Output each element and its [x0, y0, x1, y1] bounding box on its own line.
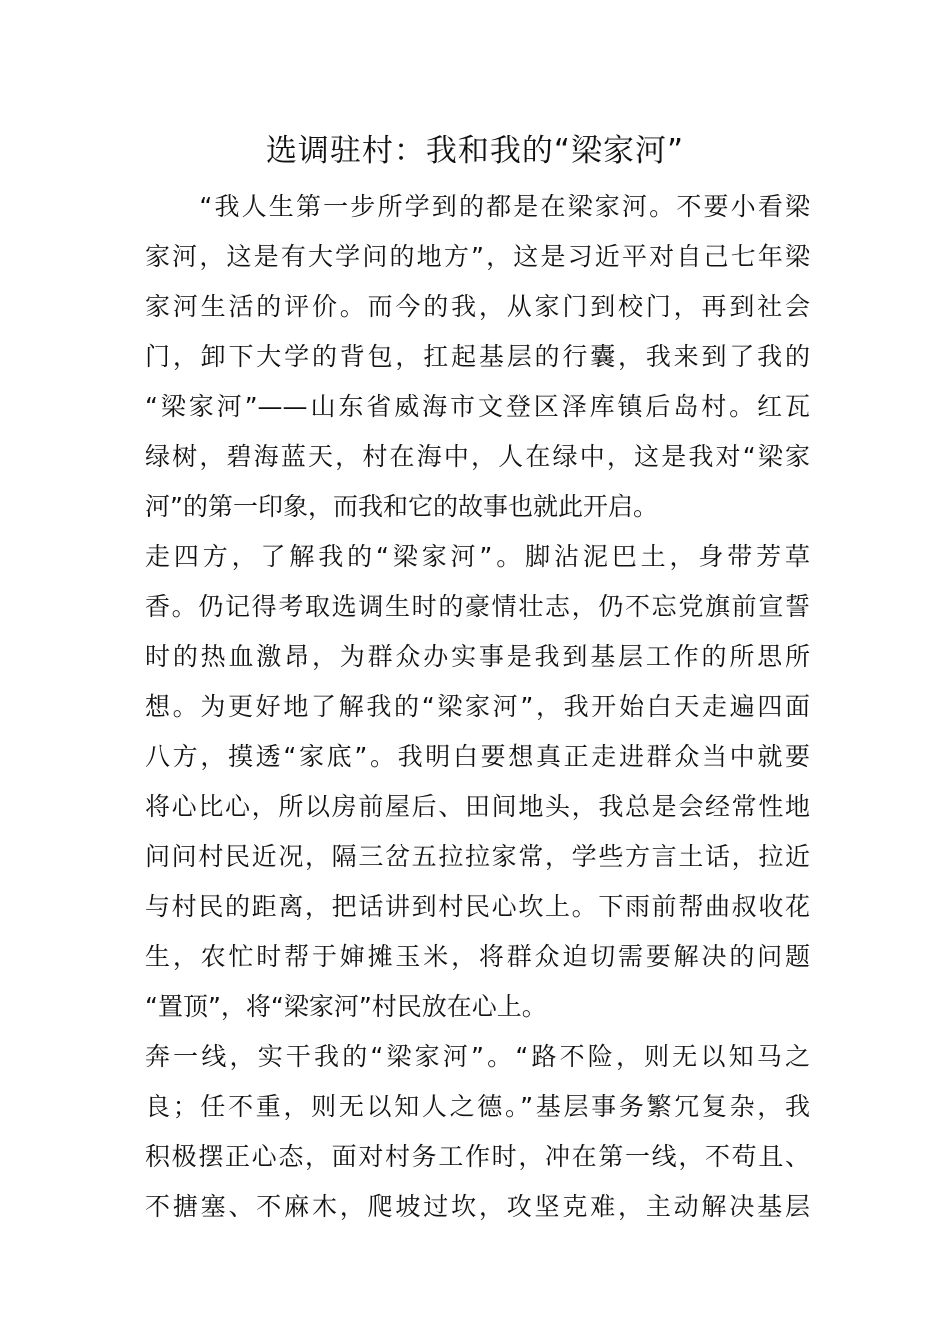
text-line: 良；任不重，则无以知人之德。”基层事务繁冗复杂，我: [145, 1092, 810, 1121]
text-line: 与村民的距离，把话讲到村民心坎上。下雨前帮曲叔收花: [145, 892, 810, 921]
document-body: [145, 182, 810, 1232]
text-line: 将心比心，所以房前屋后、田间地头，我总是会经常性地: [145, 792, 810, 821]
text-line: 时的热血激昂，为群众办实事是我到基层工作的所思所: [145, 642, 810, 671]
text-line: “我人生第一步所学到的都是在梁家河。不要小看梁: [145, 192, 810, 221]
text-line: 香。仍记得考取选调生时的豪情壮志，仍不忘党旗前宣誓: [145, 592, 810, 621]
text-line: “置顶”，将“梁家河”村民放在心上。: [145, 992, 547, 1021]
text-line: 走四方，了解我的“梁家河”。脚沾泥巴土，身带芳草: [145, 542, 810, 571]
text-line: 想。为更好地了解我的“梁家河”，我开始白天走遍四面: [145, 692, 810, 721]
document-title: 选调驻村：我和我的“梁家河”: [265, 133, 685, 169]
text-line: 不搪塞、不麻木，爬坡过坎，攻坚克难，主动解决基层: [145, 1192, 810, 1221]
text-line: 家河，这是有大学问的地方”，这是习近平对自己七年梁: [145, 242, 810, 271]
text-line: 河”的第一印象，而我和它的故事也就此开启。: [145, 492, 658, 521]
text-line: “梁家河”——山东省威海市文登区泽库镇后岛村。红瓦: [145, 392, 810, 421]
text-line: 生，农忙时帮于婶摊玉米，将群众迫切需要解决的问题: [145, 942, 810, 971]
text-line: 奔一线，实干我的“梁家河”。“路不险，则无以知马之: [145, 1042, 810, 1071]
text-line: 八方，摸透“家底”。我明白要想真正走进群众当中就要: [145, 742, 810, 771]
text-line: 家河生活的评价。而今的我，从家门到校门，再到社会: [145, 292, 810, 321]
text-line: 绿树，碧海蓝天，村在海中，人在绿中，这是我对“梁家: [145, 442, 810, 471]
text-line: 问问村民近况，隔三岔五拉拉家常，学些方言土话，拉近: [145, 842, 810, 871]
text-line: 门，卸下大学的背包，扛起基层的行囊，我来到了我的: [145, 342, 810, 371]
text-line: 积极摆正心态，面对村务工作时，冲在第一线，不苟且、: [145, 1142, 810, 1171]
